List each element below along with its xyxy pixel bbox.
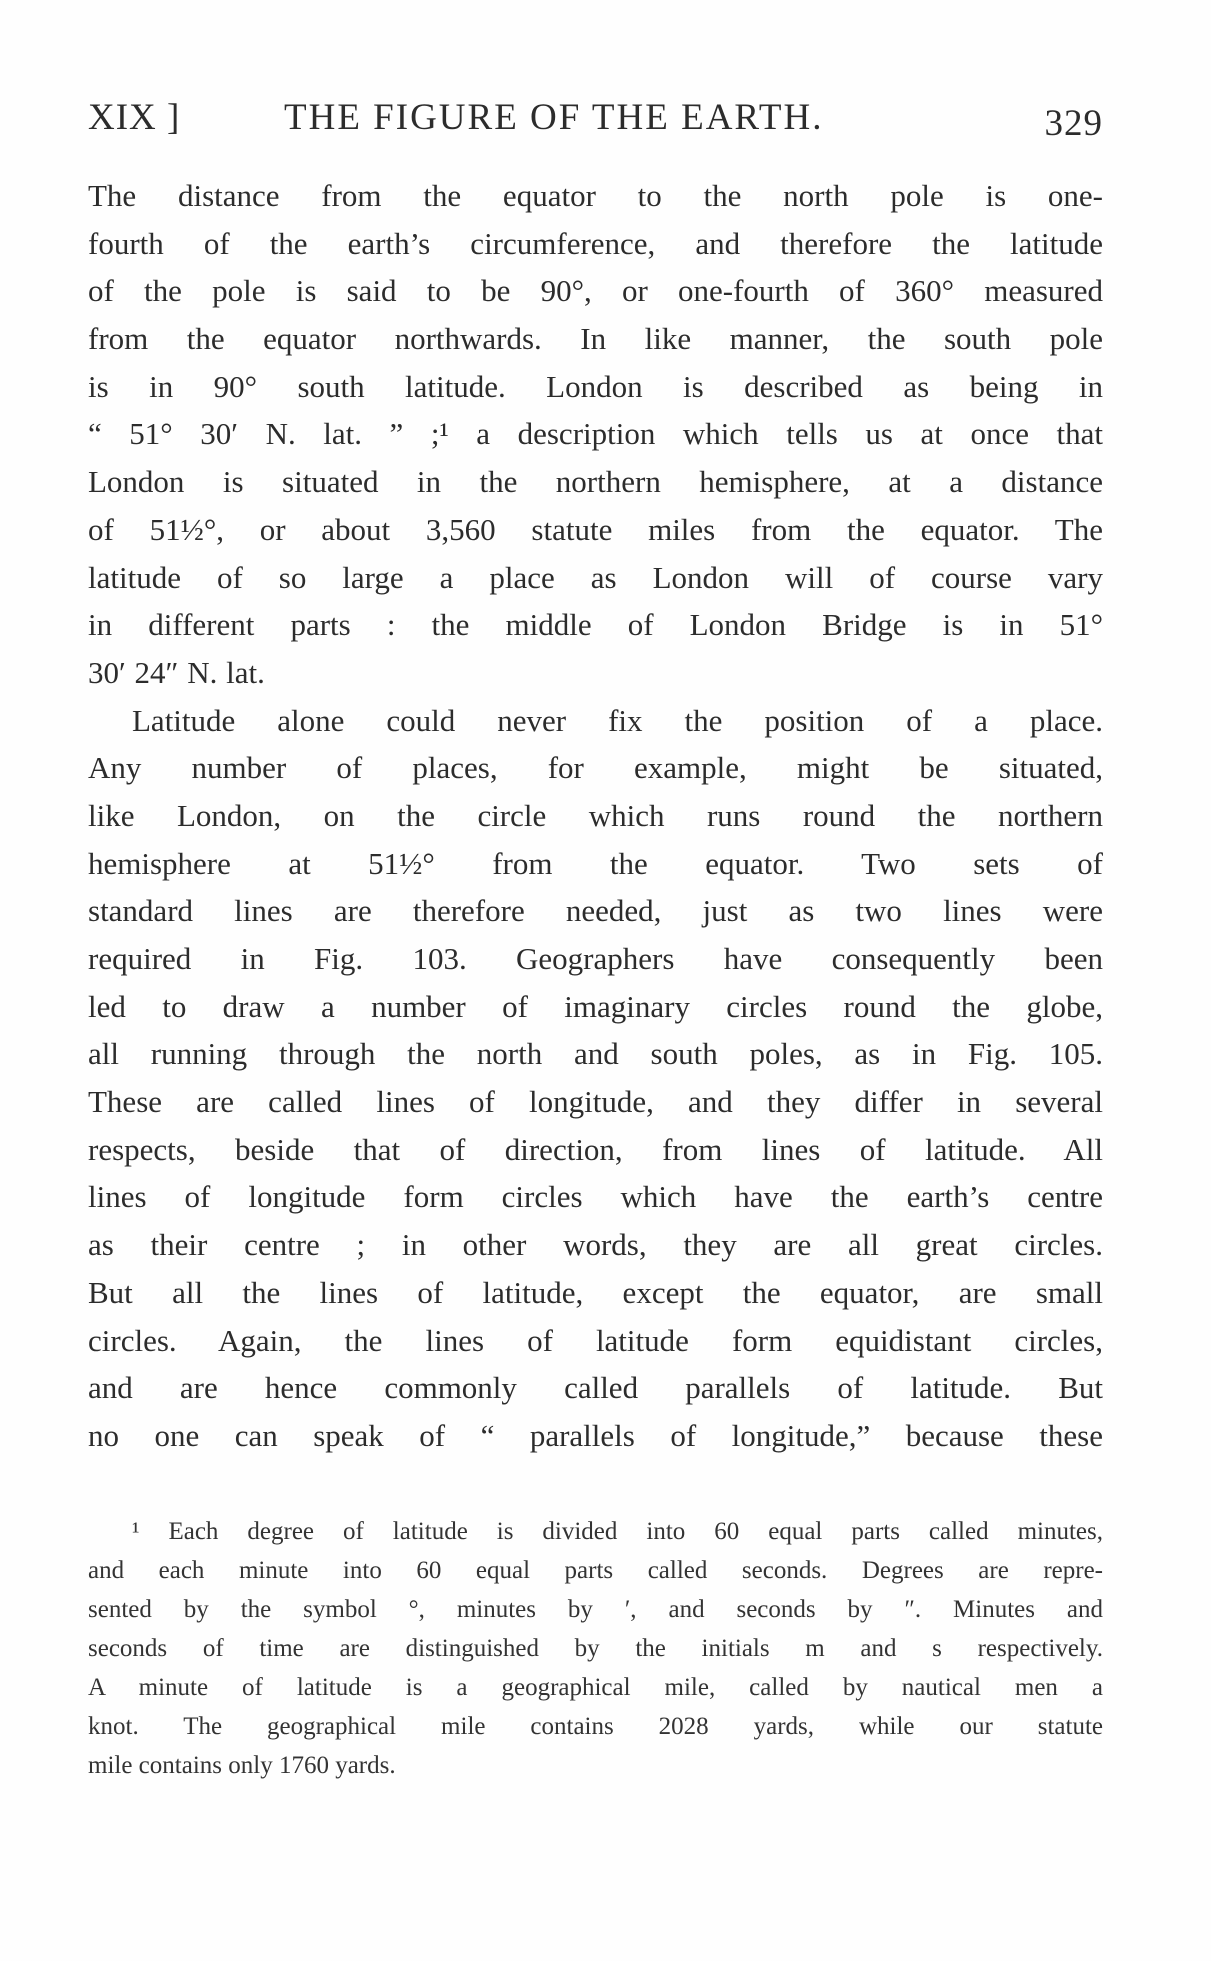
body-line: of 51½°, or about 3,560 statute miles from the equator. The [88, 511, 1103, 547]
running-head [88, 96, 1103, 146]
body-line: But all the lines of latitude, except the equator, are small [88, 1274, 1103, 1310]
body-line: Any number of places, for example, might be situated, [88, 750, 1103, 786]
body-line: The distance from the equator to the north pole is one- [88, 178, 1103, 213]
body-line: and are hence commonly called parallels of latitude. But [88, 1370, 1103, 1406]
body-line: latitude of so large a place as London will of course vary [88, 559, 1103, 595]
body-line: as their centre ; in other words, they are all great circles. [88, 1227, 1103, 1263]
body-line: all running through the north and south poles, as in Fig. 105. [88, 1036, 1103, 1072]
footnote-line: mile contains only 1760 yards. [88, 1752, 396, 1779]
body-text [88, 172, 1103, 1460]
footnote-line: knot. The geographical mile contains 2028 yards, while our statute [88, 1713, 1103, 1740]
body-line: is in 90° south latitude. London is described as being in [88, 368, 1103, 404]
footnote-line: seconds of time are distinguished by the initials m and s respectively. [88, 1635, 1103, 1662]
footnote-line: ¹ Each degree of latitude is divided into 60 equal parts called minutes, [132, 1518, 1103, 1545]
footnote-line: A minute of latitude is a geographical mile, called by nautical men a [88, 1674, 1103, 1701]
paragraph-start-line: Latitude alone could never fix the position of a place. [132, 702, 1103, 738]
body-line: fourth of the earth’s circumference, and therefore the latitude [88, 225, 1103, 261]
running-title: THE FIGURE OF THE EARTH. [284, 97, 824, 138]
body-line: lines of longitude form circles which have the earth’s centre [88, 1179, 1103, 1215]
body-line: circles. Again, the lines of latitude form equidistant circles, [88, 1322, 1103, 1358]
body-line: hemisphere at 51½° from the equator. Two sets of [88, 845, 1103, 881]
chapter-number: XIX ] [88, 97, 181, 138]
body-line: from the equator northwards. In like manner, the south pole [88, 321, 1103, 357]
body-line: in different parts : the middle of London Bridge is in 51° [88, 607, 1103, 643]
footnote-line: sented by the symbol °, minutes by ′, and seconds by ″. Minutes and [88, 1596, 1103, 1623]
body-line: “ 51° 30′ N. lat. ” ;¹ a description which tells us at once that [88, 416, 1103, 452]
body-line: led to draw a number of imaginary circles round the globe, [88, 988, 1103, 1024]
body-line: London is situated in the northern hemisphere, at a distance [88, 464, 1103, 500]
body-line: no one can speak of “ parallels of longitude,” because these [88, 1417, 1103, 1453]
body-line: respects, beside that of direction, from lines of latitude. All [88, 1131, 1103, 1167]
body-line: required in Fig. 103. Geographers have consequently been [88, 941, 1103, 976]
footnotes [88, 1512, 1103, 1785]
footnote-line: and each minute into 60 equal parts called seconds. Degrees are repre- [88, 1557, 1103, 1584]
body-line: of the pole is said to be 90°, or one-fourth of 360° measured [88, 273, 1103, 309]
page-number: 329 [1044, 103, 1103, 144]
body-line: like London, on the circle which runs round the northern [88, 797, 1103, 833]
body-line: standard lines are therefore needed, just as two lines were [88, 893, 1103, 929]
body-line: 30′ 24″ N. lat. [88, 654, 265, 690]
body-line: These are called lines of longitude, and they differ in several [88, 1084, 1103, 1120]
